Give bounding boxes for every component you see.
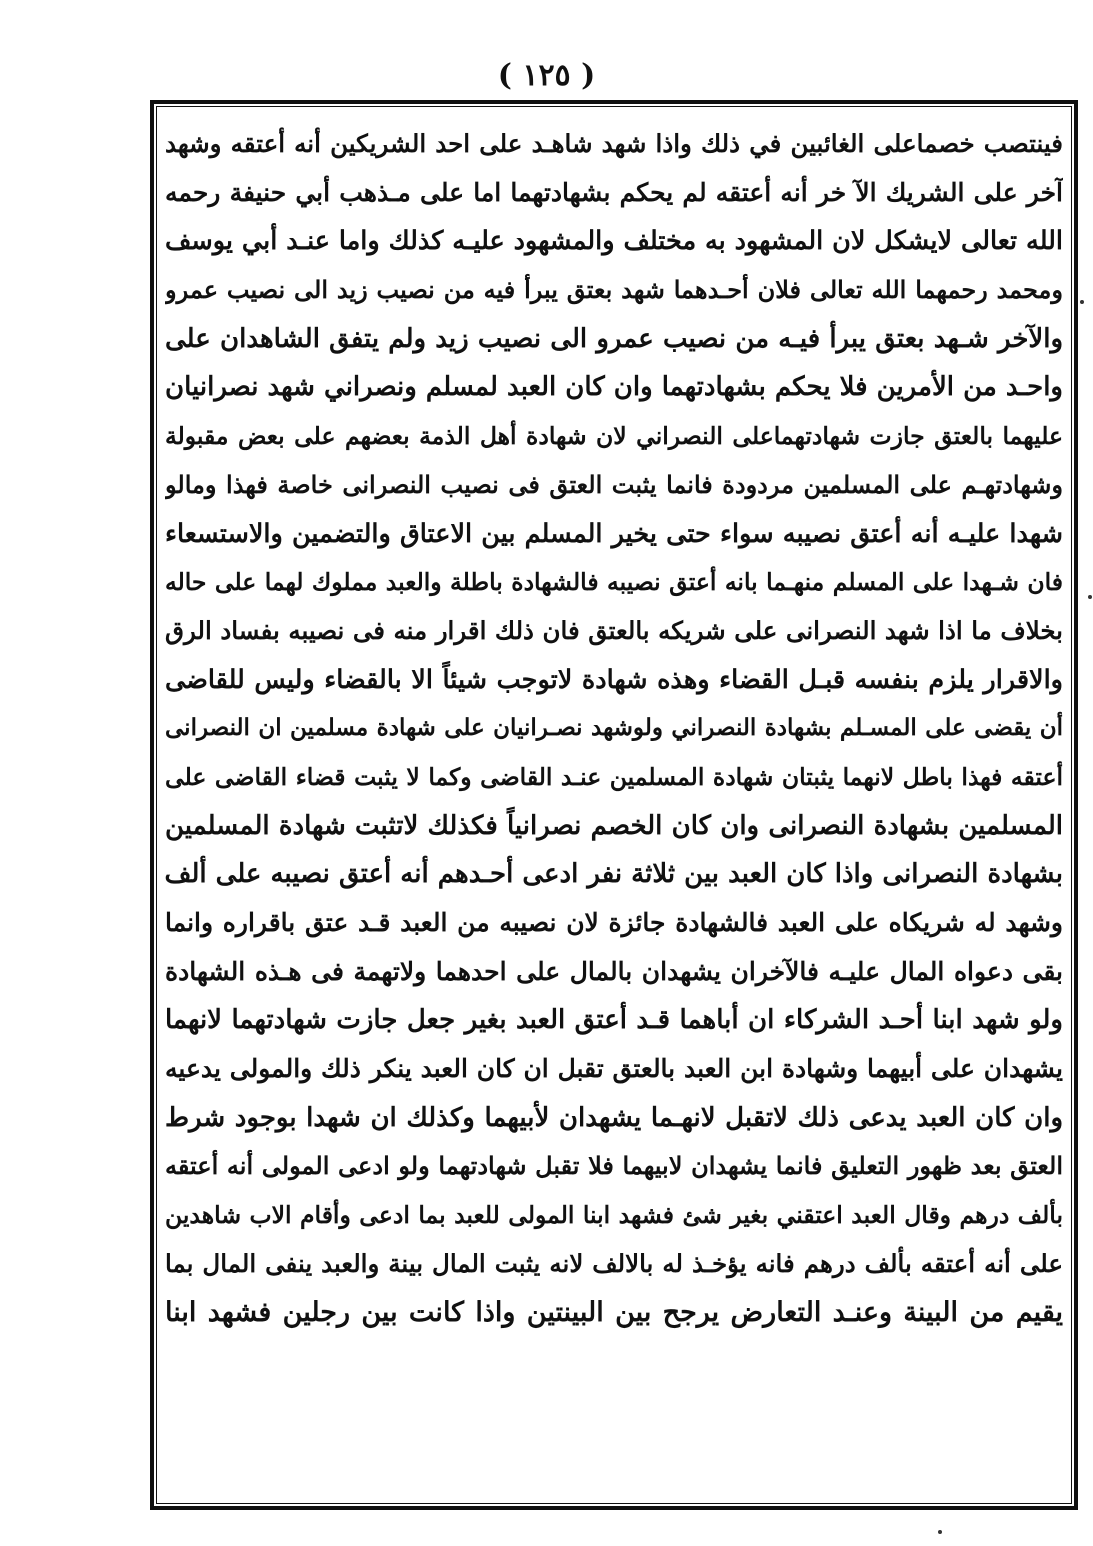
text-line: فان شـهدا على المسلم منهـما بانه أعتق نصيبه فالشهادة باطلة والعبد مملوك لهما على حاله	[165, 568, 1063, 597]
text-line: يقيم من البينة وعنـد التعارض يرجح بين البينتين واذا كانت بين رجلين فشهد ابنا	[165, 1296, 1063, 1328]
scan-speck	[938, 1530, 942, 1534]
text-line: فينتصب خصماعلى الغائبين في ذلك واذا شهد شاهـد على احد الشريكين أنه أعتقه وشهد	[165, 129, 1063, 158]
text-line: والاقرار يلزم بنفسه قبـل القضاء وهذه شهادة لاتوجب شيئاً الا بالقضاء وليس للقاضى	[165, 664, 1063, 695]
text-line: وشهد له شريكاه على العبد فالشهادة جائزة لان نصيبه من العبد قـد عتق باقراره وانما	[165, 908, 1063, 937]
text-line: ومحمد رحمهما الله تعالى فلان أحـدهما شهد بعتق يبرأ فيه من نصيب زيد الى نصيب عمرو	[165, 275, 1063, 305]
text-line: الله تعالى لايشكل لان المشهود به مختلف والمشهود عليـه كذلك واما عنـد أبي يوسف	[165, 226, 1063, 257]
text-line: العتق بعد ظهور التعليق فانما يشهدان لابيهما فلا تقبل شهادتهما ولو ادعى المولى أنه أعتقه	[165, 1151, 1063, 1181]
page-number: ( ١٢٥ )	[497, 58, 596, 93]
text-line: على أنه أعتقه بألف درهم فانه يؤخـذ له بالالف لانه يثبت المال بينة والعبد ينفى المال بما	[165, 1248, 1063, 1278]
text-line: واحـد من الأمرين فلا يحكم بشهادتهما وان كان العبد لمسلم ونصراني شهد نصرانيان	[165, 372, 1063, 403]
text-line: بشهادة النصرانى واذا كان العبد بين ثلاثة نفر ادعى أحـدهم أنه أعتق نصيبه على ألف	[165, 859, 1063, 890]
text-line: وشهادتهـم على المسلمين مردودة فانما يثبت العتق فى نصيب النصرانى خاصة فهذا ومالو	[165, 469, 1063, 499]
text-line: المسلمين بشهادة النصرانى وان كان الخصم نصرانياً فكذلك لاتثبت شهادة المسلمين	[165, 810, 1063, 841]
text-line: أعتقه فهذا باطل لانهما يثبتان شهادة المسلمين عنـد القاضى وكما لا يثبت قضاء القاضى على	[165, 762, 1063, 791]
text-line: شهدا عليـه أنه أعتق نصيبه سواء حتى يخير المسلم بين الاعتاق والتضمين والاستسعاء	[165, 518, 1063, 549]
text-line: ولو شهد ابنا أحـد الشركاء ان أباهما قـد أعتق العبد بغير جعل جازت شهادتهما لانهما	[165, 1005, 1063, 1036]
text-line: عليهما بالعتق جازت شهادتهماعلى النصراني لان شهادة أهل الذمة بعضهم على بعض مقبولة	[165, 422, 1063, 451]
text-line: آخر على الشريك الآ خر أنه أعتقه لم يحكم بشهادتهما اما على مـذهب أبي حنيفة رحمه	[165, 177, 1063, 207]
scan-speck	[1080, 300, 1084, 304]
text-line: والآخر شـهد بعتق يبرأ فيـه من نصيب عمرو الى نصيب زيد ولم يتفق الشاهدان على	[165, 323, 1063, 354]
text-line: وان كان العبد يدعى ذلك لاتقبل لانهـما يشهدان لأبيهما وكذلك ان شهدا بوجود شرط	[165, 1102, 1063, 1133]
text-line: يشهدان على أبيهما وشهادة ابن العبد بالعتق تقبل ان كان العبد ينكر ذلك والمولى يدعيه	[165, 1054, 1063, 1084]
main-text	[165, 120, 1063, 1337]
text-line: أن يقضى على المسـلم بشهادة النصراني ولوشهد نصـرانيان على شهادة مسلمين ان النصرانى	[165, 714, 1063, 742]
text-line: بخلاف ما اذا شهد النصرانى على شريكه بالعتق فان ذلك اقرار منه فى نصيبه بفساد الرق	[165, 615, 1063, 645]
scan-speck	[1088, 595, 1092, 599]
text-line: بألف درهم وقال العبد اعتقني بغير شئ فشهد ابنا المولى للعبد بما ادعى وأقام الاب شاهدين	[165, 1201, 1063, 1230]
text-line: بقى دعواه المال عليـه فالآخران يشهدان بالمال على احدهما ولاتهمة فى هـذه الشهادة	[165, 956, 1063, 986]
